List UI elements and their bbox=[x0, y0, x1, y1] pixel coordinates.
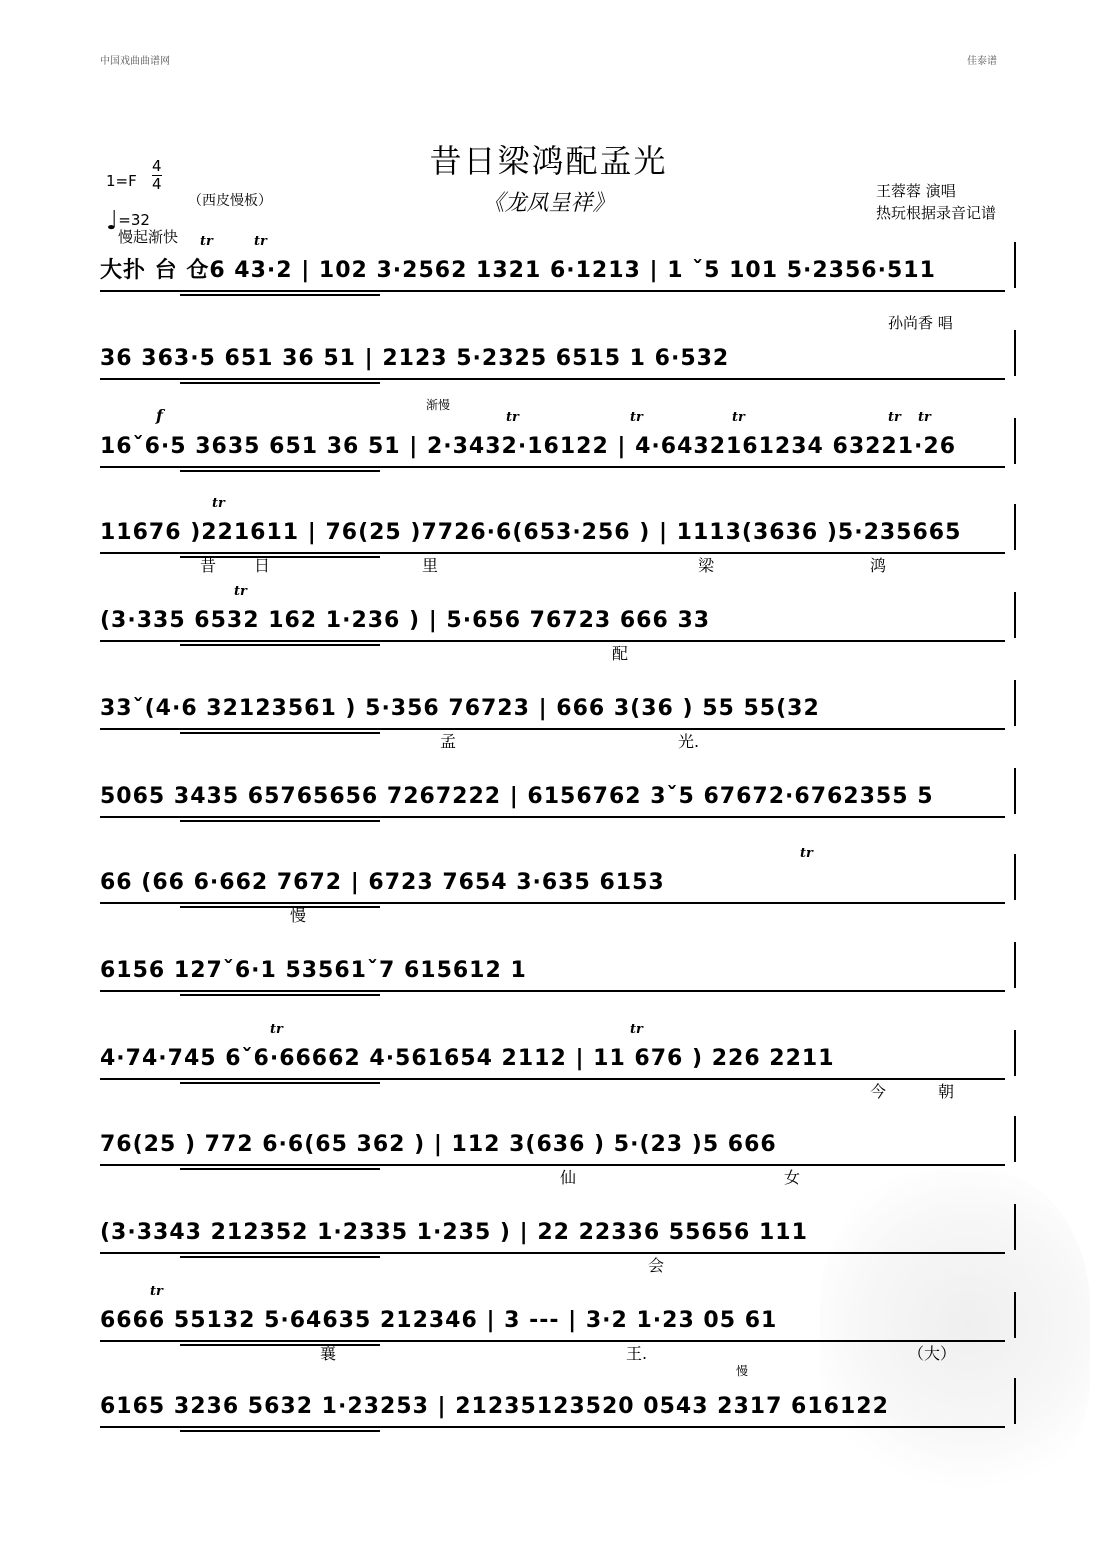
beam-line-double bbox=[180, 382, 380, 384]
bar-line bbox=[1014, 854, 1016, 900]
score-row bbox=[100, 956, 1018, 1016]
bar-line bbox=[1014, 768, 1016, 814]
notation-line: 大扑 台 仓6 43·2 | 102 3·2562 1321 6·1213 | 1 ˇ5 101 5·2356·511 bbox=[100, 258, 936, 283]
beam-line bbox=[100, 466, 1005, 468]
beam-line-double bbox=[180, 732, 380, 734]
trill-mark: tr bbox=[270, 1022, 283, 1037]
bar-line bbox=[1014, 592, 1016, 638]
notation-line: 33ˇ(4·6 32123561 ) 5·356 76723 | 666 3(36 ) 55 55(32 bbox=[100, 696, 820, 721]
transcriber-credit: 热玩根据录音记谱 bbox=[876, 204, 997, 222]
beam-line-double bbox=[180, 994, 380, 996]
notation-line: 6165 3236 5632 1·23253 | 21235123520 0543 2317 616122 bbox=[100, 1394, 889, 1419]
quarter-note-icon: ♩ bbox=[106, 206, 119, 236]
beam-line bbox=[100, 990, 1005, 992]
score-row bbox=[100, 694, 1018, 754]
beam-line-double bbox=[180, 644, 380, 646]
beam-line bbox=[100, 728, 1005, 730]
trill-mark: tr bbox=[732, 410, 745, 425]
notation-line: 6666 55132 5·64635 212346 | 3 --- | 3·2 1·23 05 61 bbox=[100, 1308, 778, 1333]
bar-line bbox=[1014, 1378, 1016, 1424]
bar-line bbox=[1014, 942, 1016, 988]
trill-mark: tr bbox=[200, 234, 213, 249]
notation-line: 76(25 ) 772 6·6(65 362 ) | 112 3(636 ) 5·(23 )5 666 bbox=[100, 1132, 777, 1157]
beam-line-double bbox=[180, 1256, 380, 1258]
beam-line bbox=[100, 378, 1005, 380]
lyric-syllable: 光. bbox=[678, 732, 700, 751]
beam-line bbox=[100, 640, 1005, 642]
bar-line bbox=[1014, 330, 1016, 376]
beam-line-double bbox=[180, 294, 380, 296]
beam-line-double bbox=[180, 1168, 380, 1170]
score-row bbox=[100, 584, 1018, 666]
beam-line bbox=[100, 1164, 1005, 1166]
beam-line-double bbox=[180, 1344, 380, 1346]
notation-line: 66 (66 6·662 7672 | 6723 7654 3·635 6153 bbox=[100, 870, 665, 895]
trill-mark: tr bbox=[506, 410, 519, 425]
beam-line bbox=[100, 1340, 1005, 1342]
bar-line bbox=[1014, 1030, 1016, 1076]
speed-hint: 慢起渐快 bbox=[118, 228, 179, 246]
lyric-syllable: 女 bbox=[784, 1168, 801, 1187]
trill-mark: tr bbox=[630, 1022, 643, 1037]
lyric-syllable: 会 bbox=[648, 1256, 665, 1275]
lyric-syllable: 里 bbox=[422, 556, 439, 575]
trill-mark: tr bbox=[888, 410, 901, 425]
score-row bbox=[100, 344, 1018, 404]
notation-line: 5065 3435 65765656 7267222 | 6156762 3ˇ5 67672·6762355 5 bbox=[100, 784, 934, 809]
beam-line bbox=[100, 902, 1005, 904]
bar-line bbox=[1014, 504, 1016, 550]
lyric-syllable: 慢 bbox=[290, 906, 307, 925]
score-row bbox=[100, 496, 1018, 578]
score-row bbox=[100, 782, 1018, 842]
lyric-syllable: （大） bbox=[908, 1344, 957, 1363]
score-row bbox=[100, 846, 1018, 928]
singer2-credit: 孙尚香 唱 bbox=[888, 314, 953, 332]
notation-line: 4·74·745 6ˇ6·66662 4·561654 2112 | 11 676 ) 226 2211 bbox=[100, 1046, 835, 1071]
trill-mark: tr bbox=[630, 410, 643, 425]
lyric-syllable: 昔 bbox=[200, 556, 217, 575]
beam-line-double bbox=[180, 1082, 380, 1084]
beam-line-double bbox=[180, 1430, 380, 1432]
lyric-syllable: 朝 bbox=[938, 1082, 955, 1101]
lyric-syllable: 孟 bbox=[440, 732, 457, 751]
meter-bottom: 4 bbox=[152, 175, 162, 193]
notation-line: 11676 )221611 | 76(25 )7726·6(653·256 ) | 1113(3636 )5·235665 bbox=[100, 520, 962, 545]
page-title: 昔日梁鸿配孟光 bbox=[429, 142, 668, 180]
bar-line bbox=[1014, 1204, 1016, 1250]
slow-mark: 慢 bbox=[736, 1364, 749, 1378]
lyric-syllable: 今 bbox=[870, 1082, 887, 1101]
notation-line: (3·3343 212352 1·2335 1·235 ) | 22 22336 55656 111 bbox=[100, 1220, 808, 1245]
tempo-value: =32 bbox=[118, 211, 150, 229]
trill-mark: tr bbox=[254, 234, 267, 249]
trill-mark: tr bbox=[150, 1284, 163, 1299]
notation-line: 36 363·5 651 36 51 | 2123 5·2325 6515 1 6·532 bbox=[100, 346, 730, 371]
key-signature: 1=F bbox=[106, 172, 137, 190]
score-row bbox=[100, 1130, 1018, 1190]
bar-line bbox=[1014, 680, 1016, 726]
bar-line bbox=[1014, 418, 1016, 464]
beam-line bbox=[100, 552, 1005, 554]
score-row bbox=[100, 1022, 1018, 1104]
score-row bbox=[100, 1284, 1018, 1366]
score-row bbox=[100, 1392, 1018, 1452]
beam-line-double bbox=[180, 820, 380, 822]
score-header-right: 佳泰谱 bbox=[967, 56, 997, 67]
time-signature bbox=[152, 158, 162, 193]
trill-mark: tr bbox=[234, 584, 247, 599]
beam-line bbox=[100, 1078, 1005, 1080]
notation-line: (3·335 6532 162 1·236 ) | 5·656 76723 666 33 bbox=[100, 608, 711, 633]
bar-line bbox=[1014, 1116, 1016, 1162]
trill-mark: tr bbox=[800, 846, 813, 861]
bar-line bbox=[1014, 1292, 1016, 1338]
site-header: 中国戏曲曲谱网 bbox=[100, 56, 170, 67]
score-row bbox=[100, 410, 1018, 492]
beam-line-double bbox=[180, 906, 380, 908]
lyric-syllable: 王. bbox=[626, 1344, 648, 1363]
mode-label: （西皮慢板） bbox=[188, 193, 272, 209]
lyric-syllable: 日 bbox=[254, 556, 271, 575]
lyric-syllable: 梁 bbox=[698, 556, 715, 575]
lyric-syllable: 鸿 bbox=[870, 556, 887, 575]
notation-line: 6156 127ˇ6·1 53561ˇ7 615612 1 bbox=[100, 958, 527, 983]
trill-mark: tr bbox=[918, 410, 931, 425]
beam-line bbox=[100, 816, 1005, 818]
beam-line bbox=[100, 290, 1005, 292]
notation-line: 16ˇ6·5 3635 651 36 51 | 2·3432·16122 | 4·6432161234 63221·26 bbox=[100, 434, 957, 459]
trill-mark: tr bbox=[212, 496, 225, 511]
lyric-syllable: 配 bbox=[612, 644, 629, 663]
meter-top: 4 bbox=[152, 157, 162, 175]
gradual-slow-mark: 渐慢 bbox=[426, 398, 451, 412]
forte-mark: f bbox=[156, 406, 163, 425]
lyric-syllable: 襄 bbox=[320, 1344, 337, 1363]
beam-line bbox=[100, 1426, 1005, 1428]
score-row bbox=[100, 1218, 1018, 1278]
singer-credit: 王蓉蓉 演唱 bbox=[876, 182, 956, 200]
lyric-syllable: 仙 bbox=[560, 1168, 577, 1187]
opera-subtitle: 《龙凤呈祥》 bbox=[482, 191, 615, 216]
beam-line bbox=[100, 1252, 1005, 1254]
beam-line-double bbox=[180, 470, 380, 472]
bar-line bbox=[1014, 242, 1016, 288]
